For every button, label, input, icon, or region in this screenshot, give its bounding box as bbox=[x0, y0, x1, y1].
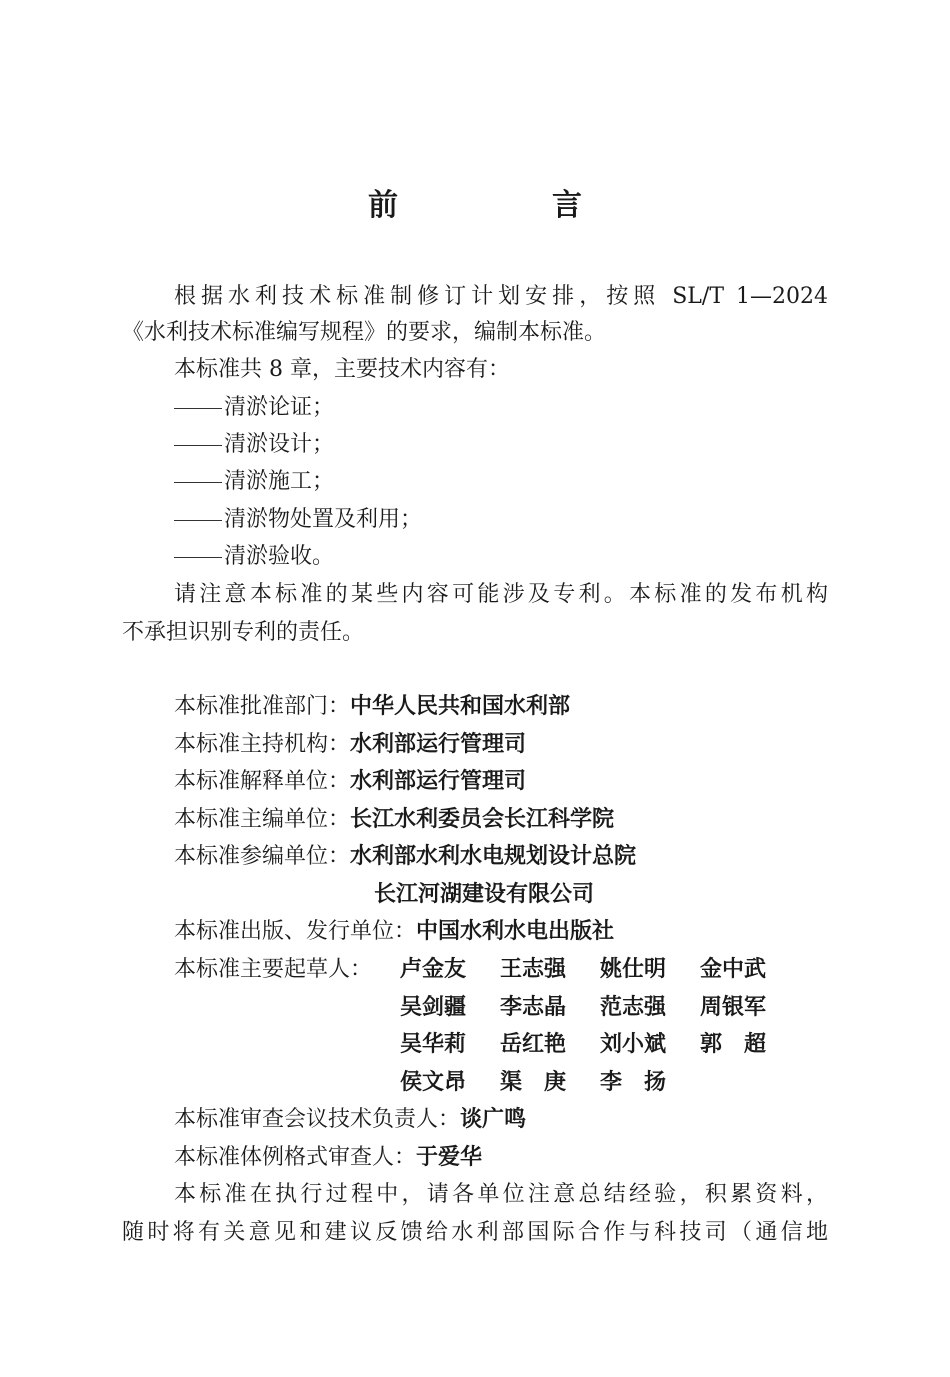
drafter-name: 卢金友 bbox=[400, 957, 467, 982]
interpret-row bbox=[174, 767, 880, 797]
drafters-row bbox=[400, 1030, 830, 1060]
review-value: 谈广鸣 bbox=[460, 1107, 527, 1132]
dash-mark bbox=[174, 520, 222, 521]
dash-mark bbox=[174, 482, 222, 483]
para1-line2: 《水利技术标准编写规程》的要求，编制本标准。 bbox=[122, 320, 607, 345]
drafter-name: 金中武 bbox=[700, 957, 767, 982]
drafter-name: 李 扬 bbox=[600, 1070, 667, 1095]
participant-label: 本标准参编单位： bbox=[174, 844, 351, 869]
drafter-name: 范志强 bbox=[600, 995, 667, 1020]
patent-line2: 不承担识别专利的责任。 bbox=[122, 620, 365, 645]
list-item: 清淤施工； bbox=[174, 467, 880, 497]
patent-line1: 请注意本标准的某些内容可能涉及专利。本标准的发布机构 bbox=[174, 582, 828, 607]
drafters-row bbox=[400, 1068, 830, 1098]
closing-line1: 本标准在执行过程中，请各单位注意总结经验，积累资料， bbox=[174, 1182, 828, 1207]
format-value: 于爱华 bbox=[416, 1145, 483, 1170]
publisher-label: 本标准出版、发行单位： bbox=[174, 919, 417, 944]
participant-value-2: 长江河湖建设有限公司 bbox=[374, 882, 595, 907]
chapters-intro: 本标准共 8 章，主要技术内容有： bbox=[174, 357, 510, 382]
drafter-name: 刘小斌 bbox=[600, 1032, 667, 1057]
dash-mark bbox=[174, 408, 222, 409]
list-item: 清淤设计； bbox=[174, 430, 880, 460]
drafter-name: 王志强 bbox=[500, 957, 567, 982]
drafter-name: 侯文昂 bbox=[400, 1070, 467, 1095]
host-value: 水利部运行管理司 bbox=[350, 732, 527, 757]
approve-label: 本标准批准部门： bbox=[174, 694, 351, 719]
interpret-value: 水利部运行管理司 bbox=[350, 769, 527, 794]
chief-value: 长江水利委员会长江科学院 bbox=[350, 807, 615, 832]
review-label: 本标准审查会议技术负责人： bbox=[174, 1107, 461, 1132]
drafter-name: 吴华莉 bbox=[400, 1032, 467, 1057]
drafters-label: 本标准主要起草人： bbox=[174, 957, 373, 982]
closing-line2: 随时将有关意见和建议反馈给水利部国际合作与科技司（通信地 bbox=[122, 1220, 828, 1245]
drafter-name: 姚仕明 bbox=[600, 957, 667, 982]
approve-row bbox=[174, 692, 880, 722]
publisher-value: 中国水利水电出版社 bbox=[416, 919, 615, 944]
dash-mark bbox=[174, 557, 222, 558]
format-label: 本标准体例格式审查人： bbox=[174, 1145, 417, 1170]
drafter-name: 岳红艳 bbox=[500, 1032, 567, 1057]
drafter-name: 渠 庚 bbox=[500, 1070, 567, 1095]
list-item: 清淤论证； bbox=[174, 393, 880, 423]
participant-row bbox=[174, 842, 880, 872]
approve-value: 中华人民共和国水利部 bbox=[350, 694, 571, 719]
host-label: 本标准主持机构： bbox=[174, 732, 351, 757]
drafter-name: 李志晶 bbox=[500, 995, 567, 1020]
format-row bbox=[174, 1143, 880, 1173]
participant-value: 水利部水利水电规划设计总院 bbox=[350, 844, 637, 869]
interpret-label: 本标准解释单位： bbox=[174, 769, 351, 794]
list-item: 清淤物处置及利用； bbox=[174, 505, 880, 535]
drafters-row bbox=[400, 955, 830, 985]
drafter-name: 郭 超 bbox=[700, 1032, 767, 1057]
drafter-name: 周银军 bbox=[700, 995, 767, 1020]
chief-row bbox=[174, 805, 880, 835]
page-title: 前 言 bbox=[368, 188, 644, 223]
list-item: 清淤验收。 bbox=[174, 542, 880, 572]
drafters-row bbox=[400, 993, 830, 1023]
publisher-row bbox=[174, 917, 880, 947]
dash-mark bbox=[174, 445, 222, 446]
drafter-name: 吴剑疆 bbox=[400, 995, 467, 1020]
para1-line1: 根据水利技术标准制修订计划安排，按照 SL/T 1—2024 bbox=[174, 284, 828, 309]
host-row bbox=[174, 730, 880, 760]
review-row bbox=[174, 1105, 880, 1135]
chief-label: 本标准主编单位： bbox=[174, 807, 351, 832]
